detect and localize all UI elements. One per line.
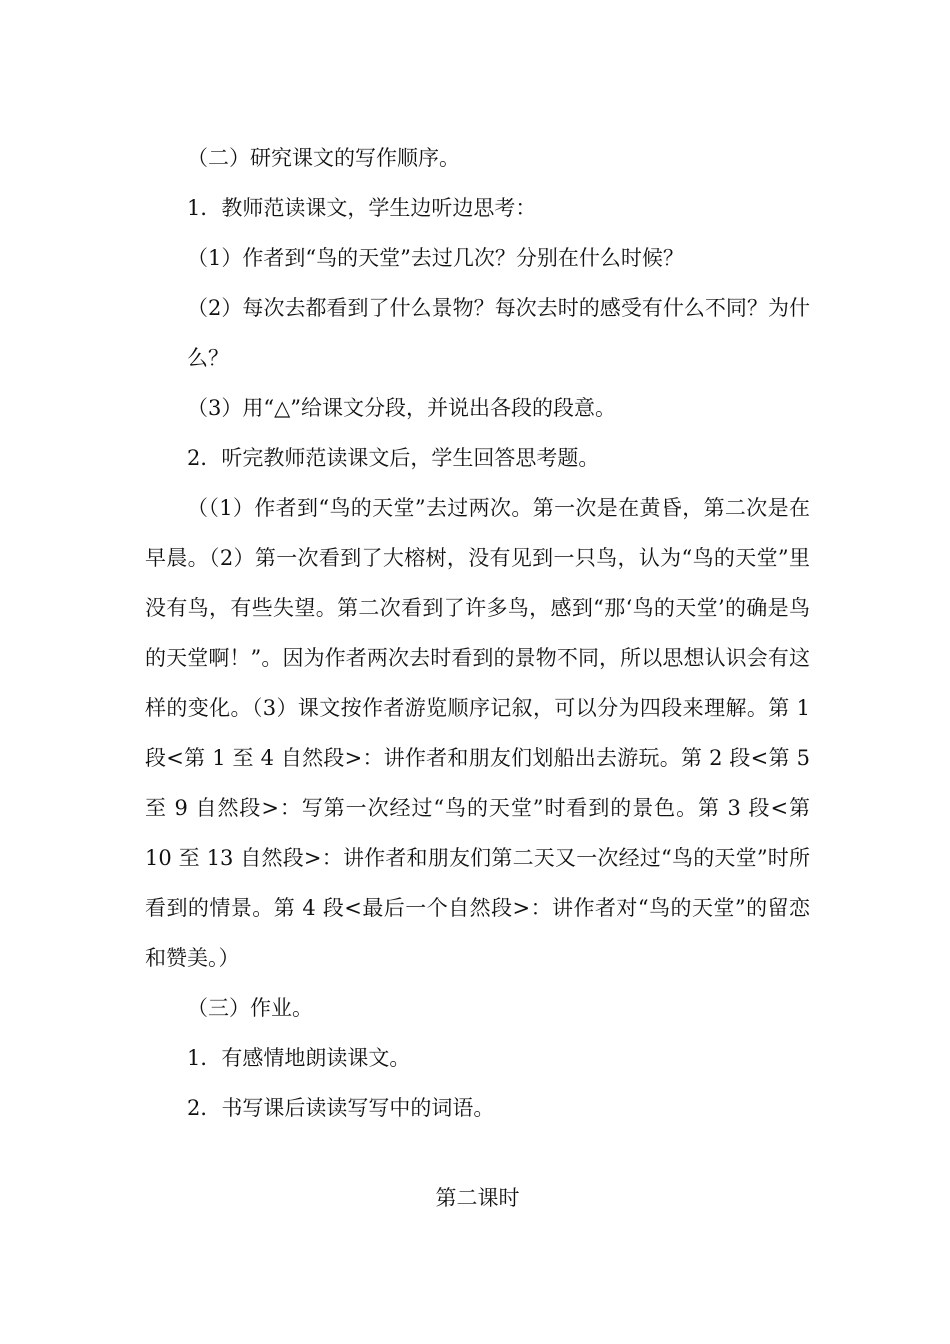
homework-item-2: 2．书写课后读读写写中的词语。 <box>187 1096 495 1120</box>
homework-item-1: 1．有感情地朗读课文。 <box>187 1046 411 1070</box>
section-heading-3: （三）作业。 <box>187 996 313 1020</box>
list-item-1: 1．教师范读课文，学生边听边思考： <box>187 196 537 220</box>
section-heading-2: （二）研究课文的写作顺序。 <box>187 146 460 170</box>
question-2: （2）每次去都看到了什么景物？每次去时的感受有什么不同？为什么？ <box>187 296 810 370</box>
document-page <box>145 133 810 1210</box>
lesson-title: 第二课时 <box>435 1186 520 1210</box>
list-item-2: 2．听完教师范读课文后，学生回答思考题。 <box>187 446 600 470</box>
answer-paragraph: （（1）作者到“鸟的天堂”去过两次。第一次是在黄昏，第二次是在早晨。（2）第一次看到了大榕树，没有见到一只鸟，认为“鸟的天堂”里没有鸟，有些失望。第二次看到了许多鸟，感到“那‘鸟的天堂’的确是鸟的天堂啊！”。因为作者两次去时看到的景物不同，所以思想认识会有这样的变化。（3）课文按作者游览顺序记叙，可以分为四段来理解。第 1 段<第 1 至 4 自然段>：讲作者和朋友们划船出去游玩。第 2 段<第 5 至 9 自然段>：写第一次经过“鸟的天堂”时看到的景色。第 3 段<第 10 至 13 自然段>：讲作者和朋友们第二天又一次经过“鸟的天堂”时所看到的情景。第 4 段<最后一个自然段>：讲作者对“鸟的天堂”的留恋和赞美。） <box>145 496 810 970</box>
question-1: （1）作者到“鸟的天堂”去过几次？分别在什么时候？ <box>187 246 684 270</box>
question-3: （3）用“△”给课文分段，并说出各段的段意。 <box>187 396 616 420</box>
